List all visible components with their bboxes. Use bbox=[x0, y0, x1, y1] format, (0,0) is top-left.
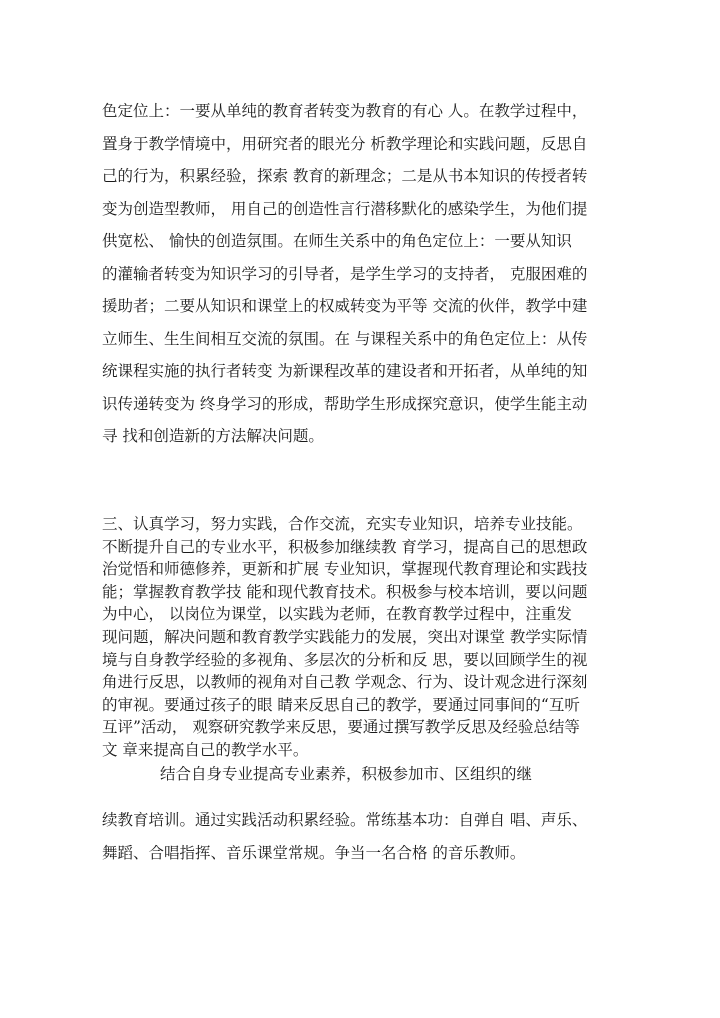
text-line: 境与自身教学经验的多视角、多层次的分析和反 思，要以回顾学生的视 bbox=[102, 650, 588, 669]
text-line: 为中心， 以岗位为课堂，以实践为老师，在教育教学过程中，注重发 bbox=[102, 605, 572, 624]
text-line: 置身于教学情境中，用研究者的眼光分 析教学理论和实践问题，反思自 bbox=[102, 134, 588, 153]
paragraph-role-positioning bbox=[102, 95, 622, 453]
text-line: 识传递转变为 终身学习的形成，帮助学生形成探究意识，使学生能主动 bbox=[102, 394, 588, 413]
text-line: 互评”活动， 观察研究教学来反思，要通过撰写教学反思及经验总结等 bbox=[102, 718, 580, 737]
text-line: 变为创造型教师， 用自己的创造性言行潜移默化的感染学生，为他们提 bbox=[102, 199, 588, 218]
text-line: 立师生、生生间相互交流的氛围。在 与课程关系中的角色定位上：从传 bbox=[102, 329, 588, 348]
text-line: 治觉悟和师德修养，更新和扩展 专业知识，掌握现代教育理论和实践技 bbox=[102, 560, 588, 579]
text-line: 的审视。要通过孩子的眼 睛来反思自己的教学，要通过同事间的“互听 bbox=[102, 695, 580, 714]
text-line: 舞蹈、合唱指挥、音乐课堂常规。争当一名合格 的音乐教师。 bbox=[102, 844, 526, 862]
text-line: 现问题，解决问题和教育教学实践能力的发展，突出对课堂 教学实际情 bbox=[102, 627, 588, 646]
paragraph-section-three bbox=[102, 513, 622, 762]
text-line: 角进行反思，以教师的视角对自己教 学观念、行为、设计观念进行深刻 bbox=[102, 673, 588, 692]
text-line: 援助者；二要从知识和课堂上的权威转变为平等 交流的伙伴，教学中建 bbox=[102, 297, 588, 315]
text-line: 己的行为，积累经验，探索 教育的新理念；二是从书本知识的传授者转 bbox=[102, 167, 588, 185]
text-line: 的灌输者转变为知识学习的引导者，是学生学习的支持者， 克服困难的 bbox=[102, 264, 588, 283]
section-heading-line: 三、认真学习，努力实践，合作交流，充实专业知识，培养专业技能。 bbox=[102, 515, 583, 533]
text-line: 供宽松、 愉快的创造氛围。在师生关系中的角色定位上：一要从知识 bbox=[102, 232, 572, 250]
text-line: 寻 找和创造新的方法解决问题。 bbox=[102, 427, 324, 445]
text-line: 统课程实施的执行者转变 为新课程改革的建设者和开拓者，从单纯的知 bbox=[102, 362, 588, 380]
text-line: 色定位上：一要从单纯的教育者转变为教育的有心 人。在教学过程中， bbox=[102, 102, 588, 120]
text-line: 文 章来提高自己的教学水平。 bbox=[102, 740, 309, 759]
text-line: 能；掌握教育教学技 能和现代教育技术。积极参与校本培训，要以问题 bbox=[102, 582, 588, 601]
text-line: 不断提升自己的专业水平，积极参加继续教 育学习，提高自己的思想政 bbox=[102, 537, 588, 556]
paragraph-professional-growth bbox=[102, 764, 622, 870]
text-line: 续教育培训。通过实践活动积累经验。常练基本功：自弹自 唱、声乐、 bbox=[102, 811, 588, 829]
text-line: 结合自身专业提高专业素养，积极参加市、区组织的继 bbox=[160, 765, 533, 783]
